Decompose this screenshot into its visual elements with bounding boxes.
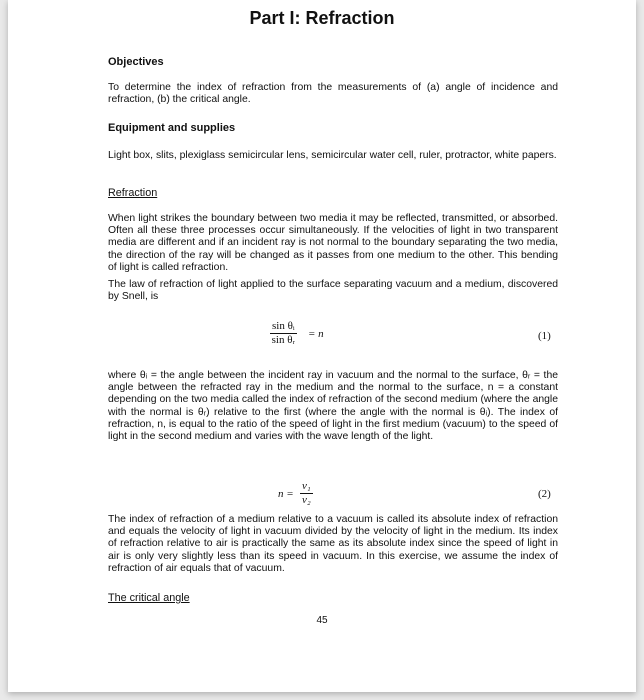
- equation-1-fraction: [270, 320, 297, 347]
- equation-2-denominator: v₂: [302, 494, 311, 506]
- refraction-paragraph-4: The index of refraction of a medium relative to a vacuum is called its absolute index of refraction and equals the velocity of light in vacuum divided by the velocity of light in the medium. Its index of refraction relative to air is practically the same as its absolute index since the speed of light in air is only very slightly less than its speed in vacuum. In this exercise, we assume the index of refraction of air equals that of vacuum.: [108, 514, 558, 574]
- equation-1-numerator: sin θᵢ: [272, 320, 295, 332]
- equation-2-lhs: n =: [278, 488, 294, 500]
- refraction-paragraph-1: When light strikes the boundary between two media it may be reflected, transmitted, or absorbed. Often all these three processes occur simultaneously. If the velocities of light in two transparent media are different and if an incident ray is not normal to the boundary separating the two media, the direction of the ray will be changed as it passes from one medium to the other. This bending of light is called refraction.: [108, 213, 558, 273]
- page-number: 45: [316, 615, 328, 626]
- objectives-text: To determine the index of refraction from the measurements of (a) angle of incidence and refraction, (b) the critical angle.: [108, 82, 558, 106]
- critical-angle-heading: The critical angle: [108, 592, 190, 604]
- equipment-heading: Equipment and supplies: [108, 122, 236, 134]
- refraction-paragraph-3: where θᵢ = the angle between the incident ray in vacuum and the normal to the surface, θᵣ = the angle between the refracted ray in the medium and the normal to the surface, n = a constant depending on the two media called the index of refraction of the second medium (where the angle with the normal is θᵣ) relative to the first (where the angle with the normal is θᵢ). The index of refraction, n, is equal to the ratio of the speed of light in the first medium (vacuum) to the speed of light in the second medium and varies with the wave length of the light.: [108, 370, 558, 443]
- objectives-heading: Objectives: [108, 56, 164, 68]
- equation-2-number: (2): [538, 488, 551, 500]
- refraction-heading: Refraction: [108, 187, 158, 199]
- refraction-paragraph-2: The law of refraction of light applied to the surface separating vacuum and a medium, discovered by Snell, is: [108, 279, 558, 303]
- equipment-text: Light box, slits, plexiglass semicircular lens, semicircular water cell, ruler, protractor, white papers.: [108, 150, 557, 161]
- equation-2-numerator: v₁: [302, 480, 311, 492]
- equation-2-fraction: [300, 480, 313, 507]
- page-title: Part I: Refraction: [249, 8, 395, 28]
- equation-1-denominator: sin θᵣ: [271, 334, 296, 346]
- equation-1-number: (1): [538, 330, 551, 342]
- document-page: [8, 0, 636, 692]
- equation-1-rhs: = n: [308, 328, 324, 340]
